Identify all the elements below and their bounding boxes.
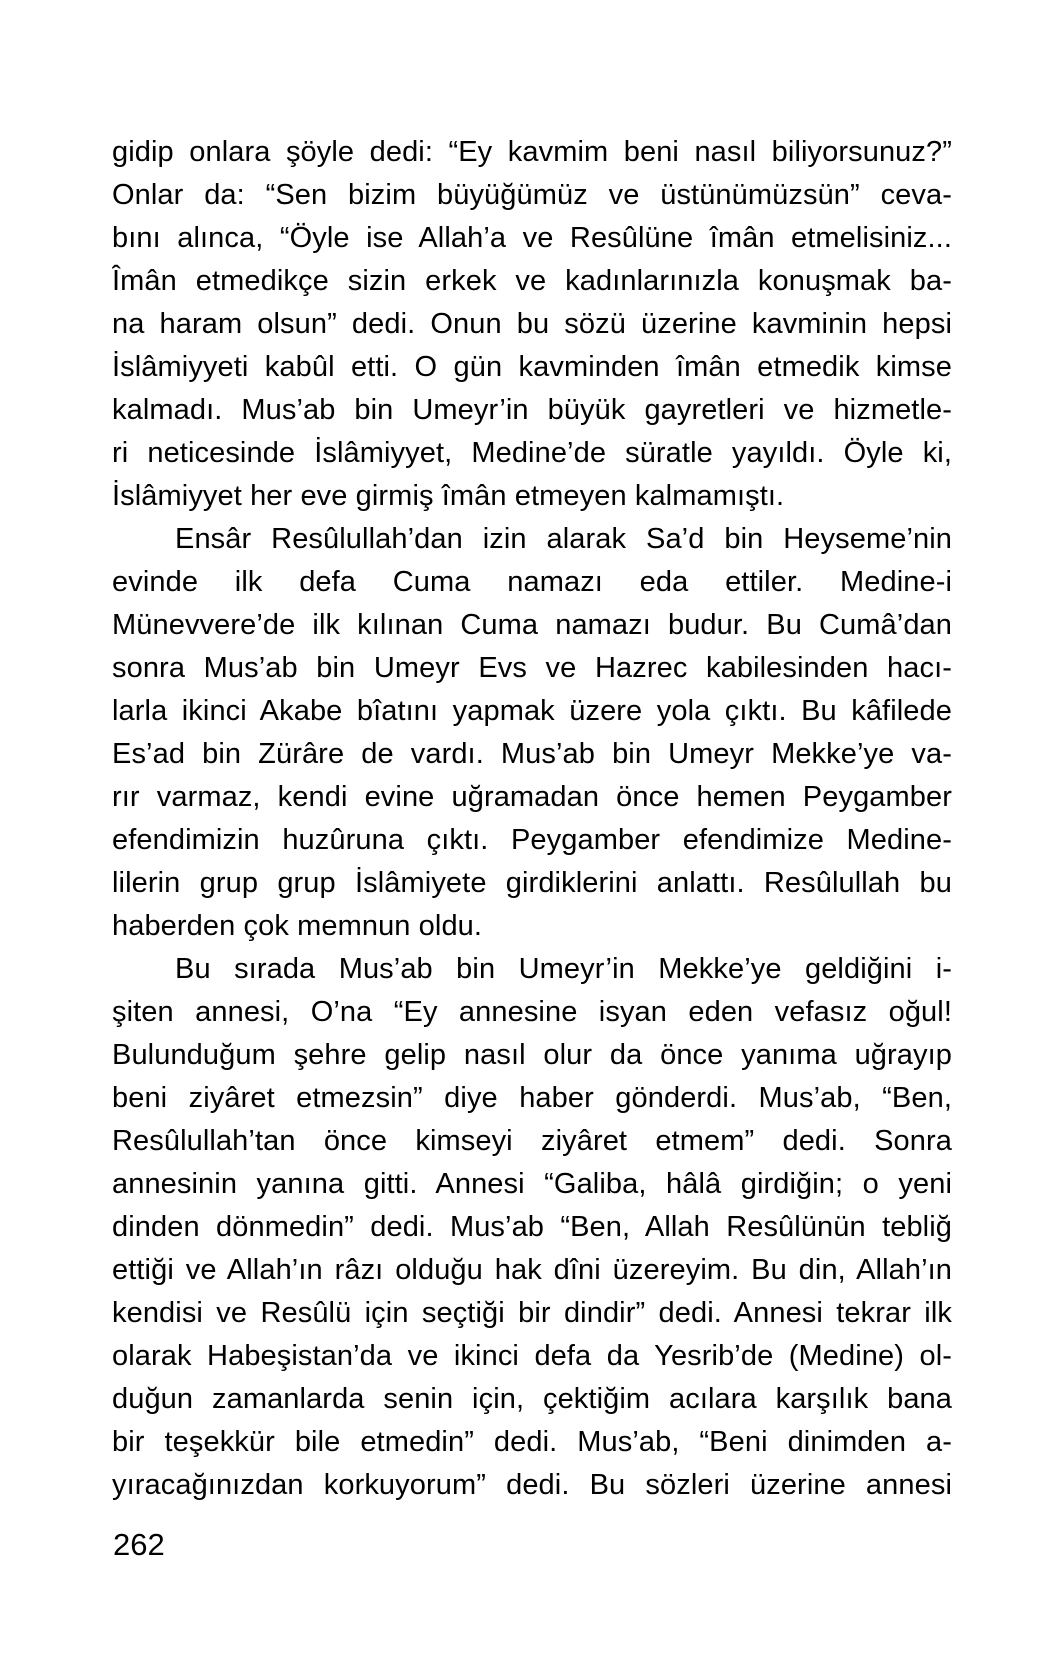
paragraph [112, 948, 952, 1507]
text-line: ettiği ve Allah’ın râzı olduğu hak dîni üzereyim. Bu din, Allah’ın [112, 1254, 952, 1286]
text-line: Es’ad bin Zürâre de vardı. Mus’ab bin Umeyr Mekke’ye va- [112, 738, 952, 770]
text-line: yıracağınızdan korkuyorum” dedi. Bu sözleri üzerine annesi [112, 1469, 952, 1501]
text-line: na haram olsun” dedi. Onun bu sözü üzerine kavminin hepsi [112, 308, 952, 340]
text-line: Münevvere’de ilk kılınan Cuma namazı budur. Bu Cumâ’dan [112, 609, 952, 641]
text-line: Îmân etmedikçe sizin erkek ve kadınlarınızla konuşmak ba- [112, 265, 952, 297]
text-line: Onlar da: “Sen bizim büyüğümüz ve üstünümüzsün” ceva- [112, 179, 952, 211]
text-line: gidip onlara şöyle dedi: “Ey kavmim beni nasıl biliyorsunuz?” [112, 136, 952, 168]
text-line: dinden dönmedin” dedi. Mus’ab “Ben, Allah Resûlünün tebliğ [112, 1211, 952, 1243]
text-line: beni ziyâret etmezsin” diye haber gönderdi. Mus’ab, “Ben, [112, 1082, 952, 1114]
text-line: olarak Habeşistan’da ve ikinci defa da Yesrib’de (Medine) ol- [112, 1340, 952, 1372]
text-line: şiten annesi, O’na “Ey annesine isyan eden vefasız oğul! [112, 996, 952, 1028]
text-line: efendimizin huzûruna çıktı. Peygamber efendimize Medine- [112, 824, 952, 856]
text-line: sonra Mus’ab bin Umeyr Evs ve Hazrec kabilesinden hacı- [112, 652, 952, 684]
text-line: kendisi ve Resûlü için seçtiği bir dindir” dedi. Annesi tekrar ilk [112, 1297, 952, 1329]
text-line: bir teşekkür bile etmedin” dedi. Mus’ab, “Beni dinimden a- [112, 1426, 952, 1458]
text-line: rır varmaz, kendi evine uğramadan önce hemen Peygamber [112, 781, 952, 813]
text-line: bını alınca, “Öyle ise Allah’a ve Resûlüne îmân etmelisiniz... [112, 222, 952, 254]
text-line: kalmadı. Mus’ab bin Umeyr’in büyük gayretleri ve hizmetle- [112, 394, 952, 426]
text-line: annesinin yanına gitti. Annesi “Galiba, hâlâ girdiğin; o yeni [112, 1168, 952, 1200]
text-line: larla ikinci Akabe bîatını yapmak üzere yola çıktı. Bu kâfilede [112, 695, 952, 727]
text-line: İslâmiyyeti kabûl etti. O gün kavminden îmân etmedik kimse [112, 351, 952, 383]
text-line: Resûlullah’tan önce kimseyi ziyâret etmem” dedi. Sonra [112, 1125, 952, 1157]
text-line: haberden çok memnun oldu. [112, 910, 483, 942]
text-line: duğun zamanlarda senin için, çektiğim acılara karşılık bana [112, 1383, 952, 1415]
text-line: İslâmiyyet her eve girmiş îmân etmeyen kalmamıştı. [112, 480, 785, 512]
text-line: evinde ilk defa Cuma namazı eda ettiler. Medine-i [112, 566, 952, 598]
paragraph [112, 518, 952, 948]
page-number: 262 [113, 1527, 165, 1562]
text-line: ri neticesinde İslâmiyyet, Medine’de süratle yayıldı. Öyle ki, [112, 437, 952, 469]
text-line: Bulunduğum şehre gelip nasıl olur da önce yanıma uğrayıp [112, 1039, 952, 1071]
text-line: Bu sırada Mus’ab bin Umeyr’in Mekke’ye geldiğini i- [175, 953, 952, 985]
text-line: Ensâr Resûlullah’dan izin alarak Sa’d bin Heyseme’nin [175, 523, 952, 555]
text-line: lilerin grup grup İslâmiyete girdiklerini anlattı. Resûlullah bu [112, 867, 952, 899]
body-text [112, 131, 952, 1507]
paragraph [112, 131, 952, 518]
